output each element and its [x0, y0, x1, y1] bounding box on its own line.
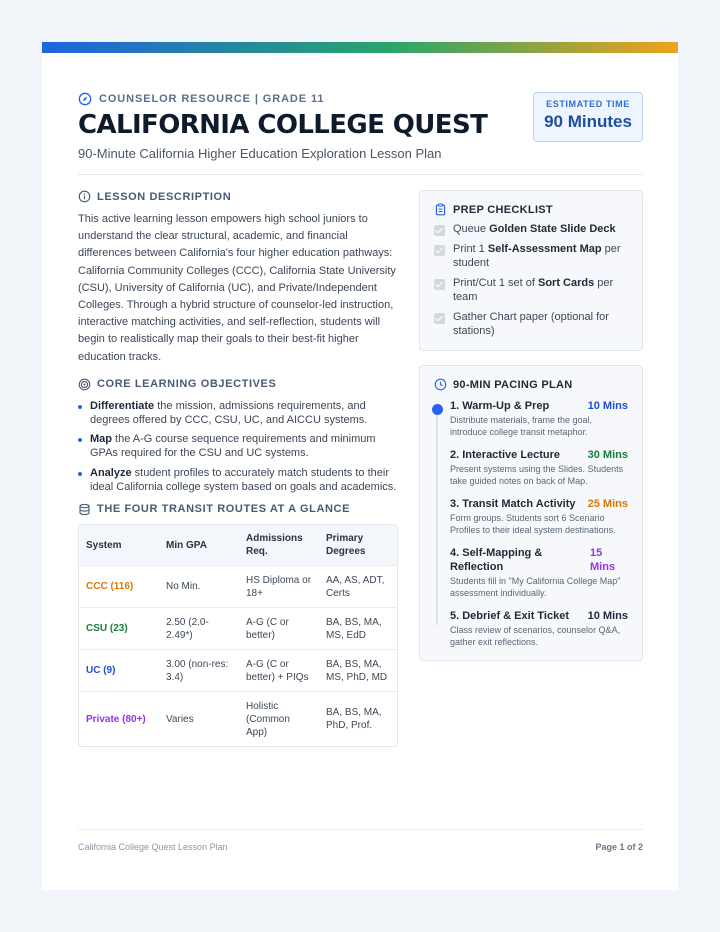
lesson-description-text: This active learning lesson empowers high school juniors to understand the clear structural, academic, and financial differences between California's four higher education pathways: California Community Colleges (CCC), California State University (CSU), University of California (UC), and Private/Independent Colleges. Through a hybrid structure of counselor-led instruction, interactive matching activities, and self-reflection, students will begin to realistically map their goals to their best-fit higher education tracks.: [78, 213, 396, 363]
prep-checklist-heading-text: PREP CHECKLIST: [453, 203, 553, 216]
database-icon: [78, 503, 91, 516]
checklist-item-text: [453, 222, 616, 236]
step-title: 5. Debrief & Exit Ticket: [450, 610, 570, 622]
estimated-time-value: 90 Minutes: [544, 112, 632, 131]
degrees-cell: AA, AS, ADT, Certs: [319, 566, 398, 608]
routes-table: [78, 524, 398, 747]
gpa-cell: 3.00 (non-res: 3.4): [159, 650, 239, 692]
page-footer: [78, 829, 643, 852]
step-time: 30 Mins: [587, 449, 628, 461]
checklist-text-bold: Sort Cards: [537, 277, 595, 289]
gpa-cell: Varies: [159, 692, 239, 746]
lesson-description-heading-text: LESSON DESCRIPTION: [97, 190, 232, 203]
left-column: [78, 190, 398, 747]
step-description: Form groups. Students sort 6 Scenario Profiles to their ideal system destinations.: [450, 513, 616, 535]
lesson-plan-page: [42, 42, 678, 890]
degrees-cell: BA, BS, MA, PhD, Prof.: [319, 692, 398, 746]
step-title: 4. Self-Mapping & Reflection: [450, 547, 543, 573]
routes-heading-text: THE FOUR TRANSIT ROUTES AT A GLANCE: [97, 503, 351, 516]
table-row: [79, 608, 398, 650]
info-icon: [78, 190, 91, 203]
step-description: Present systems using the Slides. Students take guided notes on back of Map.: [450, 464, 624, 486]
step-title: 3. Transit Match Activity: [450, 498, 576, 510]
checklist-text-pre: Gather Chart paper (optional for stations): [453, 311, 609, 337]
admissions-cell: HS Diploma or 18+: [239, 566, 319, 608]
table-row: [79, 692, 398, 746]
objective-text: student profiles to accurately match students to their ideal California college system based on goals and academics.: [90, 466, 397, 493]
step-time: 15 Mins: [590, 547, 616, 573]
column-header: Primary Degrees: [319, 525, 398, 566]
gpa-cell: No Min.: [159, 566, 239, 608]
prep-checklist-card: [419, 190, 643, 351]
system-cell: Private (80+): [79, 692, 159, 746]
target-icon: [78, 378, 91, 391]
system-cell: UC (9): [79, 650, 159, 692]
step-title: 2. Interactive Lecture: [450, 449, 561, 461]
pacing-plan-heading-text: 90-MIN PACING PLAN: [453, 378, 573, 391]
clipboard-icon: [434, 203, 447, 216]
pacing-plan-heading: [434, 378, 628, 391]
checkbox-checked-icon[interactable]: [434, 245, 445, 256]
checklist-item[interactable]: [434, 222, 628, 236]
admissions-cell: Holistic (Common App): [239, 692, 319, 746]
clock-icon: [434, 378, 447, 391]
objectives-list: [78, 399, 398, 494]
step-description: Distribute materials, frame the goal, introduce college transit metaphor.: [450, 415, 593, 437]
checklist-item-text: [453, 310, 628, 338]
admissions-cell: A-G (C or better) + PIQs: [239, 650, 319, 692]
compass-icon: [78, 92, 92, 106]
pacing-plan-card: [419, 365, 643, 661]
checklist-text-pre: Print/Cut 1 set of: [453, 277, 538, 289]
checklist-text-post: per team: [453, 277, 614, 303]
routes-heading: [78, 503, 398, 516]
checkbox-checked-icon[interactable]: [434, 225, 445, 236]
degrees-cell: BA, BS, MA, MS, PhD, MD: [319, 650, 398, 692]
pacing-timeline: [434, 399, 628, 648]
column-header: Admissions Req.: [239, 525, 319, 566]
checkbox-checked-icon[interactable]: [434, 279, 445, 290]
list-item: [78, 466, 398, 494]
checklist-item[interactable]: [434, 276, 628, 304]
objective-verb: Map: [90, 433, 112, 446]
step-title: 1. Warm-Up & Prep: [450, 400, 550, 412]
objective-text: the mission, admissions requirements, and degrees offered by CCC, CSU, UC, and AICCU systems.: [90, 399, 368, 426]
table-row: [79, 566, 398, 608]
column-header: System: [79, 525, 159, 566]
checkbox-checked-icon[interactable]: [434, 313, 445, 324]
objective-verb: Analyze: [90, 466, 132, 479]
eyebrow-text: COUNSELOR RESOURCE | GRADE 11: [99, 93, 325, 105]
step-time: 10 Mins: [587, 400, 628, 412]
objective-verb: Differentiate: [90, 399, 155, 412]
checklist-item-text: [453, 242, 628, 270]
pacing-step: [434, 399, 628, 438]
pacing-step: [434, 448, 628, 487]
checklist-text-pre: Print 1: [453, 243, 488, 255]
pacing-step: [434, 497, 628, 536]
checklist-item-text: [453, 276, 628, 304]
system-cell: CCC (116): [79, 566, 159, 608]
checklist-item[interactable]: [434, 242, 628, 270]
header-divider: [78, 174, 643, 175]
right-column: [419, 190, 643, 661]
header: [78, 92, 643, 176]
table-row: [79, 650, 398, 692]
estimated-time-badge: [533, 92, 643, 142]
objective-text: the A-G course sequence requirements and minimum GPAs required for the CSU and UC systems.: [90, 433, 376, 460]
column-header: Min GPA: [159, 525, 239, 566]
page-title: CALIFORNIA COLLEGE QUEST: [78, 110, 488, 140]
table-header-row: [79, 525, 398, 566]
page-subtitle: 90-Minute California Higher Education Exploration Lesson Plan: [78, 146, 442, 161]
checklist-text-bold: Self-Assessment Map: [487, 243, 602, 255]
checklist-text-post: per student: [453, 243, 621, 269]
step-time: 25 Mins: [587, 498, 628, 510]
footer-title: California College Quest Lesson Plan: [78, 842, 228, 852]
degrees-cell: BA, BS, MA, MS, EdD: [319, 608, 398, 650]
objectives-heading: [78, 378, 398, 391]
checklist-item[interactable]: [434, 310, 628, 338]
checklist-text-pre: Queue: [453, 223, 490, 235]
system-cell: CSU (23): [79, 608, 159, 650]
prep-checklist-heading: [434, 203, 628, 216]
step-description: Students fill in "My California College Map" assessment individually.: [450, 576, 621, 598]
list-item: [78, 432, 398, 460]
gradient-top-bar: [42, 42, 678, 53]
objectives-heading-text: CORE LEARNING OBJECTIVES: [97, 378, 277, 391]
list-item: [78, 399, 398, 427]
lesson-description-heading: [78, 190, 398, 203]
step-time: 10 Mins: [587, 610, 628, 622]
pacing-step: [434, 609, 628, 648]
estimated-time-label: ESTIMATED TIME: [546, 99, 630, 109]
admissions-cell: A-G (C or better): [239, 608, 319, 650]
gpa-cell: 2.50 (2.0-2.49*): [159, 608, 239, 650]
step-description: Class review of scenarios, counselor Q&A, gather exit reflections.: [450, 625, 621, 647]
page-number: Page 1 of 2: [595, 842, 643, 852]
checklist-text-bold: Golden State Slide Deck: [489, 223, 616, 235]
pacing-step: [434, 546, 628, 599]
